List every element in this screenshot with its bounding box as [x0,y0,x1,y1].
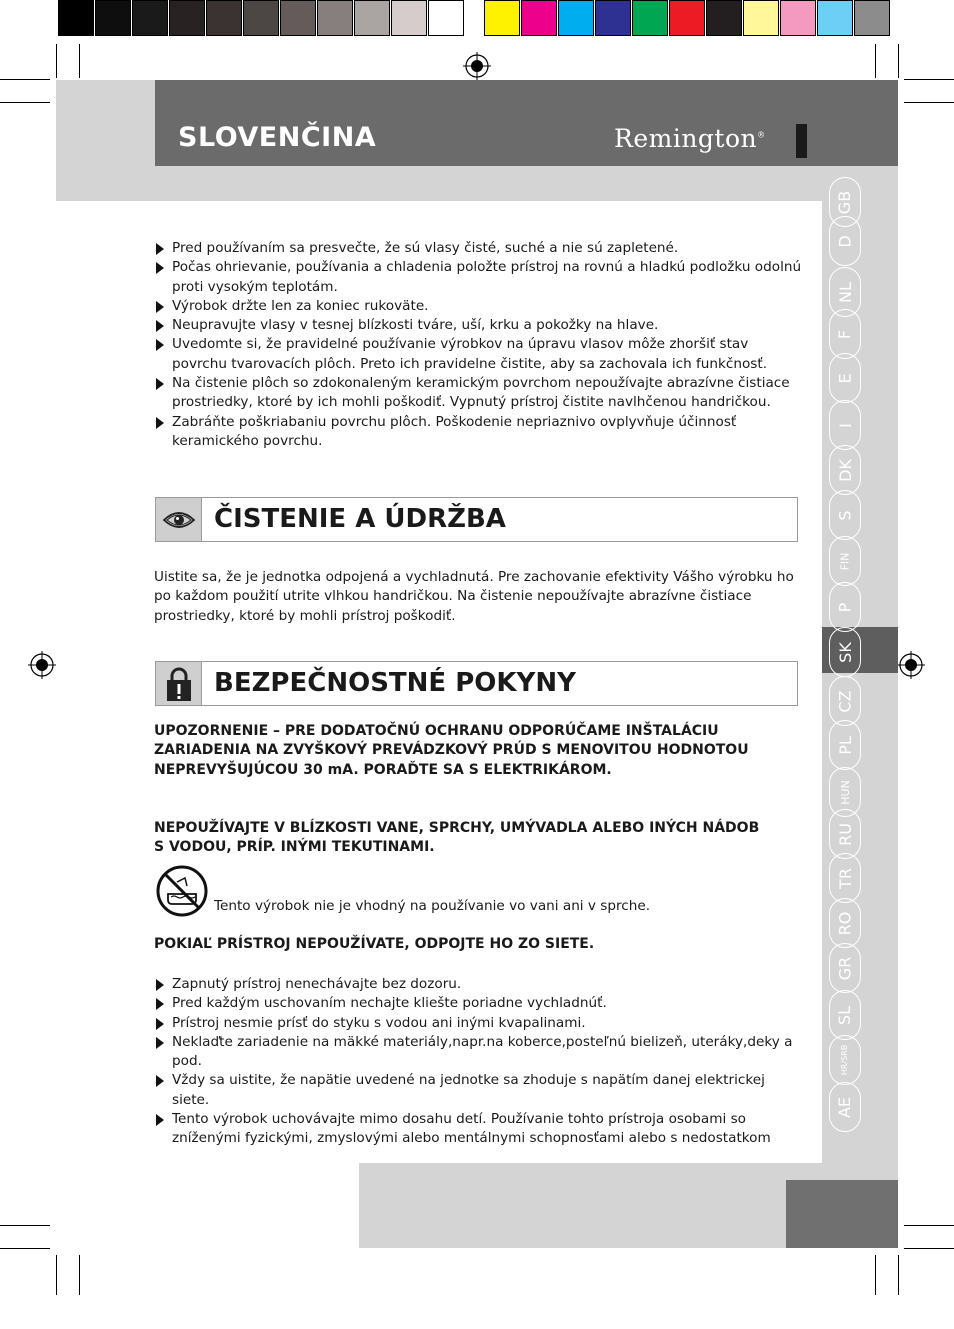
language-tab-label: S [835,509,855,521]
crop-mark [56,44,57,78]
language-tab-label: CZ [835,689,855,713]
color-swatches-right [484,0,891,38]
color-swatch [428,0,464,36]
page-number-box [786,1180,898,1248]
language-tab-pl[interactable] [829,720,861,770]
eye-icon [156,498,202,541]
color-swatch [706,0,742,36]
color-swatch [558,0,594,36]
crop-mark [904,102,954,103]
cleaning-heading: ČISTENIE A ÚDRŽBA [214,504,506,534]
color-swatch [58,0,94,36]
brand-name: Remington [614,124,758,153]
list-item: Tento výrobok uchovávajte mimo dosahu detí. Používanie tohto prístroja osobami so zníženými fyzickými, zmyslovými alebo mentálnymi schopnosťami alebo s nedostatkom [154,1110,804,1149]
language-tab-f[interactable] [829,309,861,359]
bath-note: Tento výrobok nie je vhodný na používanie vo vani ani v sprche. [214,898,651,914]
crop-mark [898,44,899,78]
color-swatch [317,0,353,36]
list-item: Pred každým uschovaním nechajte kliešte poriadne vychladnúť. [154,994,804,1013]
crop-mark [0,1248,50,1249]
language-tab-label: SL [835,1005,855,1025]
no-bath-icon [155,864,209,918]
language-tab-gr[interactable] [829,943,861,993]
crop-mark [0,79,50,80]
list-item: Počas ohrievanie, používania a chladenia položte prístroj na rovnú a hladkú podložku odolnú proti vysokým teplotám. [154,258,804,297]
list-item: Pred používaním sa presvečte, že sú vlasy čisté, suché a nie sú zapletené. [154,239,804,258]
intro-bullet-list [154,239,804,451]
language-tab-label: P [835,602,855,612]
brand-mark: ® [757,130,766,140]
cleaning-text: Uistite sa, že je jednotka odpojená a vychladnutá. Pre zachovanie efektivity Vášho výrobku ho po každom použití utrite vlhkou handričkou. Na čistenie nepoužívajte abrazívne čistiace prostriedky, ktoré by mohli prístroj poškodiť. [154,569,794,624]
rcd-warning: UPOZORNENIE – PRE DODATOČNÚ OCHRANU ODPORÚČAME INŠTALÁCIU ZARIADENIA NA ZVYŠKOVÝ PREVÁDZKOVÝ PRÚD S MENOVITOU HODNOTOU NEPREVYŠUJÚCOU 30 mA. PORAĎTE SA S ELEKTRIKÁROM. [154,723,749,778]
safety-bullet-list [154,975,804,1149]
crop-mark [0,1225,50,1226]
crop-mark [56,1255,57,1295]
registration-mark-icon [897,651,925,679]
list-item: Vždy sa uistite, že napätie uvedené na jednotke sa zhoduje s napätím danej elektrickej siete. [154,1071,804,1110]
language-tab-fin[interactable] [829,536,861,586]
color-swatch [669,0,705,36]
crop-mark [875,1255,876,1295]
list-item: Na čistenie plôch so zdokonaleným keramickým povrchom nepoužívajte abrazívne čistiace prostriedky, ktoré by ich mohli poškodiť. Vypnutý prístroj čistite navlhčenou handričkou. [154,374,804,413]
color-swatches-left [58,0,465,38]
language-tab-label: FIN [838,552,852,570]
lock-warning-icon [156,662,202,705]
language-tab-cz[interactable] [829,676,861,726]
language-tab-hr-srb[interactable] [829,1035,861,1085]
language-tab-tr[interactable] [829,853,861,903]
color-swatch [817,0,853,36]
language-tab-p[interactable] [829,582,861,632]
unplug-warning: POKIAĽ PRÍSTROJ NEPOUŽÍVATE, ODPOJTE HO ZO SIETE. [154,936,595,952]
language-tab-label: HUN [838,779,852,805]
crop-mark [875,44,876,78]
crop-mark [79,1255,80,1295]
color-swatch [484,0,520,36]
crop-mark [898,1255,899,1295]
language-tab-label: DK [835,458,855,482]
color-swatch [743,0,779,36]
language-tab-sk[interactable] [829,627,861,677]
crop-mark [0,102,50,103]
brand-bar [796,124,807,158]
language-tab-dk[interactable] [829,445,861,495]
list-item: Neupravujte vlasy v tesnej blízkosti tváre, uší, krku a pokožky na hlave. [154,316,804,335]
language-tab-ro[interactable] [829,898,861,948]
crop-mark [904,1248,954,1249]
language-tab-label: PL [835,735,855,755]
color-swatch [95,0,131,36]
language-tab-ru[interactable] [829,809,861,859]
color-swatch [521,0,557,36]
brand-logo [614,124,766,153]
language-tab-label: RO [835,911,855,935]
color-swatch [632,0,668,36]
list-item: Zabráňte poškriabaniu povrchu plôch. Poškodenie nepriaznivo ovplyvňuje účinnosť keramického povrchu. [154,413,804,452]
language-tab-label: D [835,234,855,248]
language-tab-sl[interactable] [829,990,861,1040]
color-swatch [132,0,168,36]
water-warning: NEPOUŽÍVAJTE V BLÍZKOSTI VANE, SPRCHY, UMÝVADLA ALEBO INÝCH NÁDOB S VODOU, PRÍP. INÝMI TEKUTINAMI. [154,820,760,856]
color-swatch [780,0,816,36]
section-header-safety [155,661,798,706]
page-title: SLOVENČINA [178,122,377,153]
color-swatch [280,0,316,36]
color-swatch [391,0,427,36]
language-tab-label: E [835,372,855,384]
list-item: Prístroj nesmie prísť do styku s vodou ani inými kvapalinami. [154,1014,804,1033]
language-tab-label: NL [835,281,855,303]
registration-mark-icon [463,52,491,80]
language-tab-label: AE [835,1096,855,1118]
color-swatch [854,0,890,36]
color-swatch [169,0,205,36]
safety-heading: BEZPEČNOSTNÉ POKYNY [214,668,576,698]
language-tab-label: RU [835,822,855,846]
language-tab-label: GB [835,190,855,214]
color-swatch [354,0,390,36]
color-swatch [595,0,631,36]
language-tab-label: GR [835,956,855,980]
language-tab-label: HR/SRB [840,1044,849,1076]
language-tab-i[interactable] [829,400,861,450]
list-item: Uvedomte si, že pravidelné používanie výrobkov na úpravu vlasov môže zhoršiť stav povrchu tvarovacích plôch. Preto ich pravidelne čistite, aby sa zachovala ich funkčnosť. [154,335,804,374]
language-tab-label: F [835,329,855,339]
crop-mark [904,79,954,80]
language-tab-e[interactable] [829,353,861,403]
language-tab-label: SK [835,641,855,663]
registration-mark-icon [28,651,56,679]
crop-mark [79,44,80,78]
language-tab-label: I [835,422,855,428]
color-swatch [243,0,279,36]
color-swatch [206,0,242,36]
language-tab-ae[interactable] [829,1082,861,1132]
list-item: Výrobok držte len za koniec rukoväte. [154,297,804,316]
list-item: Zapnutý prístroj nenechávajte bez dozoru. [154,975,804,994]
language-tab-s[interactable] [829,490,861,540]
language-tab-label: TR [835,867,855,889]
list-item: Neklaďte zariadenie na mäkké materiály,napr.na koberce,posteľnú bielizeň, uteráky,deky a pod. [154,1033,804,1072]
section-header-cleaning [155,497,798,542]
crop-mark [904,1225,954,1226]
language-tab-d[interactable] [829,216,861,266]
